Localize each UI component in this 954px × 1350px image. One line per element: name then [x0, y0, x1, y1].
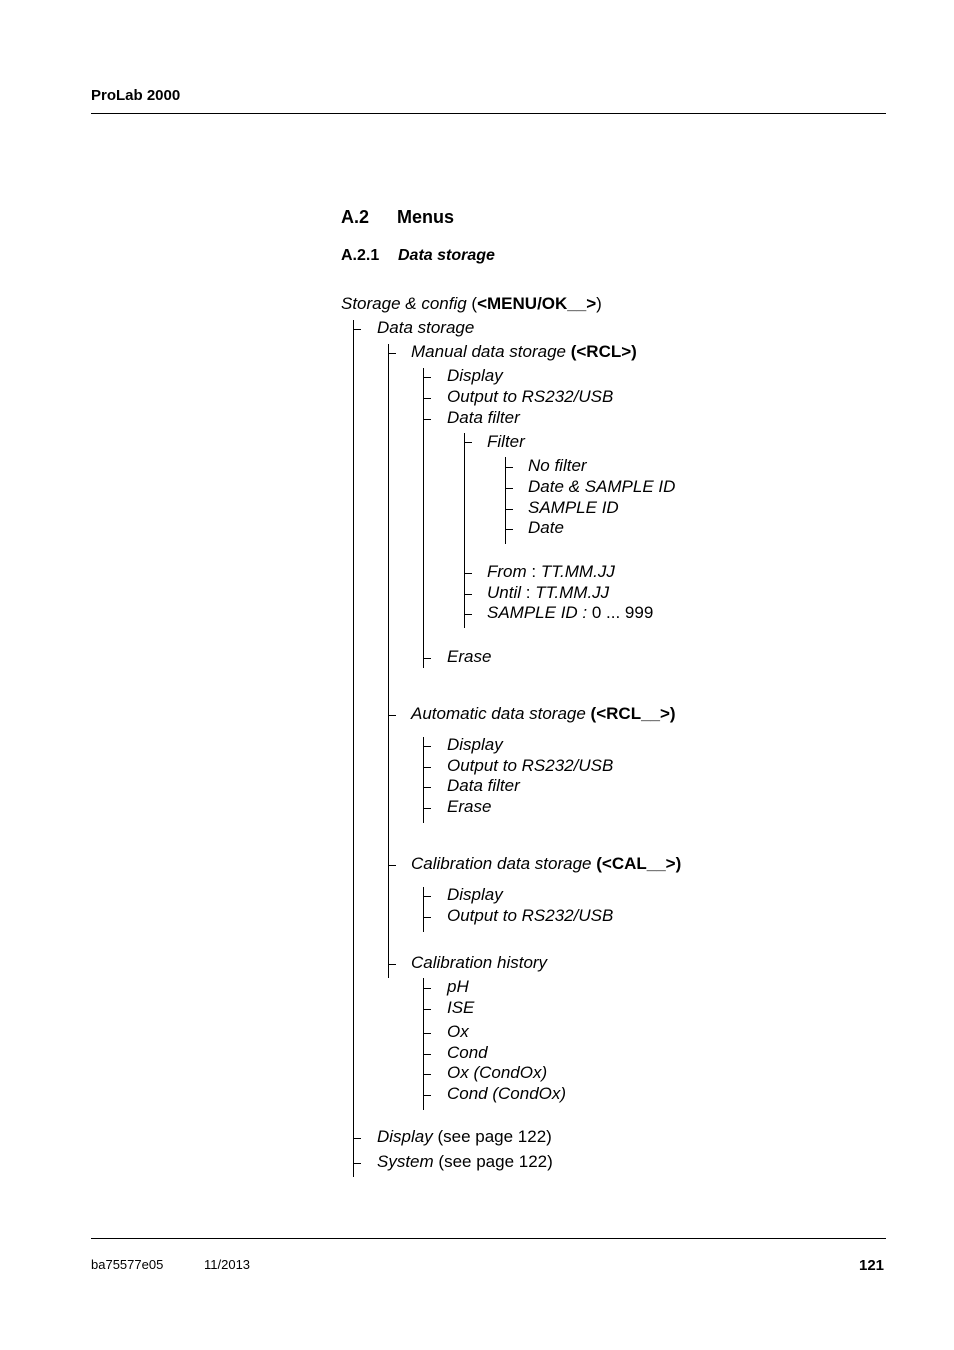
tree-manual-erase: Erase	[447, 647, 492, 666]
tree-automatic-item: Data filter	[447, 776, 520, 795]
tree-history-item: Ox (CondOx)	[447, 1063, 548, 1082]
header-rule	[91, 113, 886, 114]
footer-rule	[91, 1238, 886, 1239]
footer-doc-id: ba75577e05	[91, 1257, 164, 1272]
tree-automatic-data-storage: Automatic data storage (<RCL__>)	[411, 704, 676, 723]
tree-automatic-item: Display	[447, 735, 503, 754]
tree-calibration-data-storage: Calibration data storage (<CAL__>)	[411, 854, 682, 873]
tree-automatic-item: Output to RS232/USB	[447, 756, 614, 775]
section-number: A.2	[341, 207, 370, 227]
tree-calibration-item: Output to RS232/USB	[447, 906, 614, 925]
tree-filter-item: SAMPLE ID	[528, 498, 619, 517]
tree-filter-item: Date & SAMPLE ID	[528, 477, 676, 496]
tree-range-until: Until : TT.MM.JJ	[487, 583, 610, 602]
tree-calibration-item: Display	[447, 885, 503, 904]
tree-history-item: Ox	[447, 1022, 469, 1041]
page-number: 121	[859, 1257, 885, 1274]
tree-filter: Filter	[487, 432, 525, 451]
footer-date: 11/2013	[204, 1257, 251, 1272]
tree-system-menu: System (see page 122)	[377, 1152, 553, 1171]
tree-manual-output: Output to RS232/USB	[447, 387, 614, 406]
section-title: Menus	[397, 207, 455, 227]
tree-range-sample-id: SAMPLE ID : 0 ... 999	[487, 603, 654, 622]
tree-calibration-history: Calibration history	[411, 953, 548, 972]
tree-data-storage: Data storage	[377, 318, 475, 337]
tree-filter-item: No filter	[528, 456, 587, 475]
tree-root: Storage & config (<MENU/OK__>)	[341, 294, 602, 313]
running-header-title: ProLab 2000	[91, 87, 181, 104]
tree-history-item: Cond (CondOx)	[447, 1084, 567, 1103]
tree-filter-item: Date	[528, 518, 564, 537]
subsection-number: A.2.1	[341, 247, 380, 264]
tree-history-item: ISE	[447, 998, 475, 1017]
tree-manual-data-storage: Manual data storage (<RCL>)	[411, 342, 637, 361]
tree-manual-display: Display	[447, 366, 503, 385]
tree-display-menu: Display (see page 122)	[377, 1127, 552, 1146]
tree-range-from: From : TT.MM.JJ	[487, 562, 615, 581]
subsection-title: Data storage	[398, 247, 495, 264]
tree-history-item: pH	[447, 977, 469, 996]
tree-manual-data-filter: Data filter	[447, 408, 520, 427]
tree-history-item: Cond	[447, 1043, 488, 1062]
tree-automatic-item: Erase	[447, 797, 492, 816]
